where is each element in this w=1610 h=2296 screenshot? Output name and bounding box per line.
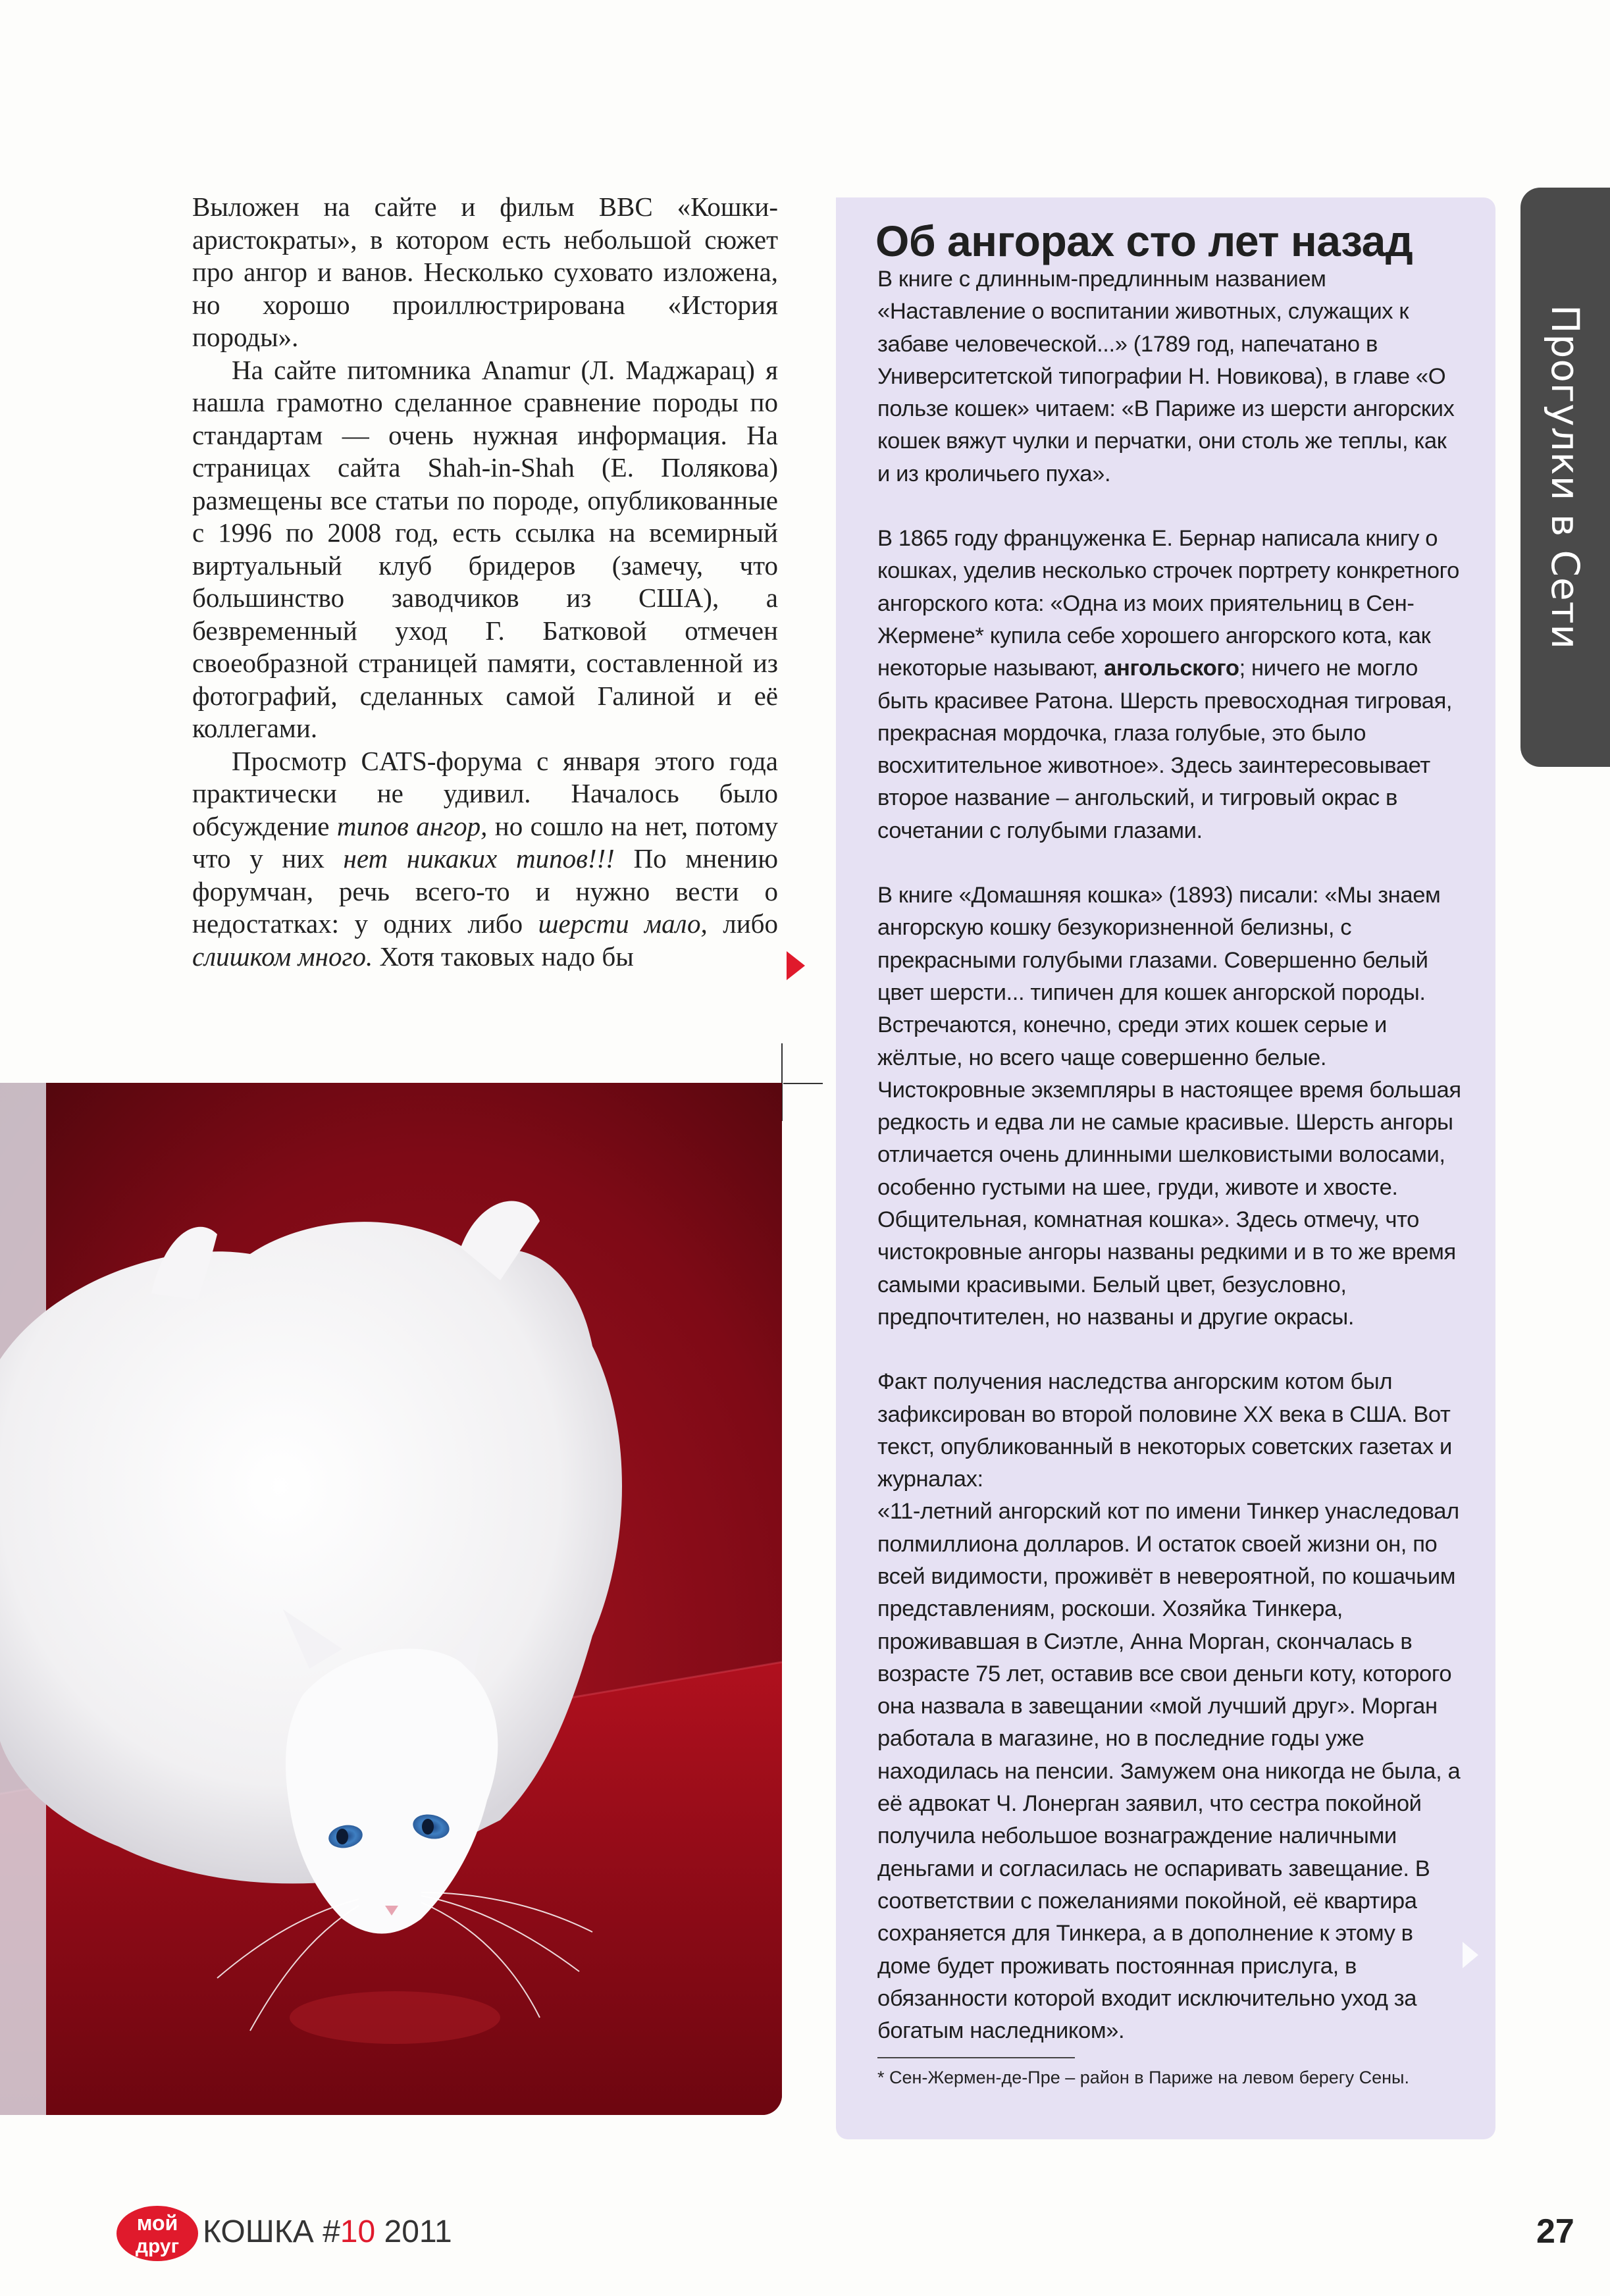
- italic-text: шерсти мало,: [538, 908, 708, 939]
- text-run: Факт получения наследства ангорским котом был зафиксирован во второй половине XX века в США. Вот текст, опубликованный в некоторых советских газетах и журналах:: [877, 1369, 1452, 1492]
- sidebar-text: [877, 263, 1463, 2079]
- text-run: Просмотр CATS-форума с января этого года практически не удивил. Началось было обсуждение: [192, 745, 778, 841]
- text-run: В книге «Домашняя кошка» (1893) писали: «Мы знаем ангорскую кошку безукоризненной белизны, с прекрасными голубыми глазами. Совершенно белый цвет шерсти... типичен для кошек ангорской породы. Встречаются, конечно, среди этих кошек серые и жёлтые, но всего чаще совершенно белые. Чистокровные экземпляры в настоящее время большая редкость и едва ли не самые красивые. Шерсть ангоры отличается очень длинными шелковистыми волосами, особенно густыми на шее, груди, животе и хвосте. Общительная, комнатная кошка». Здесь отмечу, что чистокровные ангоры названы редкими и в то же время самыми красивыми. Белый цвет, безусловно, предпочтителен, но названы и другие окрасы.: [877, 883, 1461, 1330]
- section-tab: [1520, 188, 1610, 767]
- issue-year: 2011: [375, 2214, 452, 2249]
- magazine-name: КОШКА #: [203, 2214, 340, 2249]
- cat-photo: [0, 1083, 782, 2115]
- crop-mark-horizontal: [783, 1083, 823, 1084]
- text-run: Хотя таковых надо бы: [373, 941, 634, 972]
- article-column: [192, 191, 778, 973]
- text-run: В книге с длинным-предлинным названием «Наставление о воспитании животных, служащих к забаве человеческой...» (1789 год, напечатано в Университетской типографии Н. Новикова), в главе «О пользе кошек» читаем: «В Париже из шерсти ангорских кошек вяжут чулки и перчатки, они столь же теплы, как и из кроличьего пуха».: [877, 267, 1455, 486]
- bold-text: ангольского: [1104, 656, 1239, 681]
- paragraph: [192, 354, 778, 745]
- sidebar-continue-arrow-icon: [1463, 1942, 1478, 1968]
- footnote-rule: [877, 2057, 1075, 2058]
- paragraph: [877, 1366, 1463, 1496]
- magazine-logo: [116, 2205, 199, 2262]
- text-run: По мнению форумчан, речь всего-то и нужно вести о недостатках: у одних либо: [192, 843, 778, 939]
- section-tab-label: Прогулки в Сети: [1543, 304, 1588, 650]
- text-run: Выложен на сайте и фильм BBC «Кошки-аристократы», в котором есть небольшой сюжет про ангор и ванов. Несколько суховато изложена, но хорошо проиллюстрирована «История породы».: [192, 192, 778, 352]
- italic-text: нет никаких типов!!!: [343, 843, 615, 874]
- text-run: либо: [707, 908, 778, 939]
- paragraph: [192, 191, 778, 354]
- paragraph: [192, 745, 778, 974]
- footnote: * Сен-Жермен-де-Пре – район в Париже на левом берегу Сены.: [877, 2068, 1409, 2087]
- logo-text-top: мой: [136, 2211, 178, 2235]
- italic-text: слишком много.: [192, 941, 373, 972]
- continue-arrow-icon: [787, 951, 805, 980]
- text-run: «11-летний ангорский кот по имени Тинкер унаследовал полмиллиона долларов. И остаток своей жизни он, по всей видимости, проживёт в невероятной, по кошачьим представлениям, роскоши. Хозяйка Тинкера, проживавшая в Сиэтле, Анна Морган, скончалась в возрасте 75 лет, оставив все свои деньги коту, которого она назвала в завещании «мой лучший друг». Морган работала в магазине, но в последние годы уже находилась на пенсии. Замужем она никогда не была, а её адвокат Ч. Лонерган заявил, что сестра покойной получила небольшое вознаграждение наличными деньгами и согласилась не оспаривать завещание. В соответствии с пожеланиями покойной, её квартира сохраняется для Тинкера, а в дополнение к этому в доме будет проживать постоянная прислуга, в обязанности которой входит исключительно уход за богатым наследником».: [877, 1499, 1461, 2044]
- text-run: но сошло на нет, потому что у них: [192, 810, 778, 874]
- paragraph: [877, 523, 1463, 847]
- text-run: В 1865 году француженка Е. Бернар написала книгу о кошках, уделив несколько строчек портрету конкретного ангорского кота: «Одна из моих приятельниц в Сен-Жермене* купила себе хорошего ангорского кота, как некоторые называют,: [877, 526, 1459, 681]
- text-run: На сайте питомника Anamur (Л. Маджарац) я нашла грамотно сделанное сравнение породы по стандартам — очень нужная информация. На страницах сайта Shah-in-Shah (Е. Полякова) размещены все статьи по породе, опубликованные с 1996 по 2008 год, есть ссылка на всемирный виртуальный клуб бридеров (замечу, что большинство заводчиков из США), а безвременный уход Г. Батковой отмечен своеобразной страницей памяти, составленной из фотографий, сделанных самой Галиной и её коллегами.: [192, 354, 778, 743]
- cat-photo-illustration: [0, 1083, 782, 2115]
- paragraph: [877, 263, 1463, 490]
- sidebar-title: Об ангорах сто лет назад: [875, 217, 1413, 265]
- text-run: ; ничего не могло быть красивее Ратона. Шерсть превосходная тигровая, прекрасная мордочка, глаза голубые, это было восхитительное животное». Здесь заинтересовывает второе название – ангольский, и тигровый окрас в сочетании с голубыми глазами.: [877, 656, 1453, 843]
- issue-number: 10: [340, 2214, 376, 2249]
- paragraph: [877, 879, 1463, 1334]
- italic-text: типов ангор,: [336, 810, 488, 841]
- paragraph: [877, 1496, 1463, 2047]
- magazine-issue: [203, 2214, 452, 2251]
- logo-text-bottom: друг: [135, 2235, 180, 2257]
- page-number: 27: [1536, 2212, 1574, 2251]
